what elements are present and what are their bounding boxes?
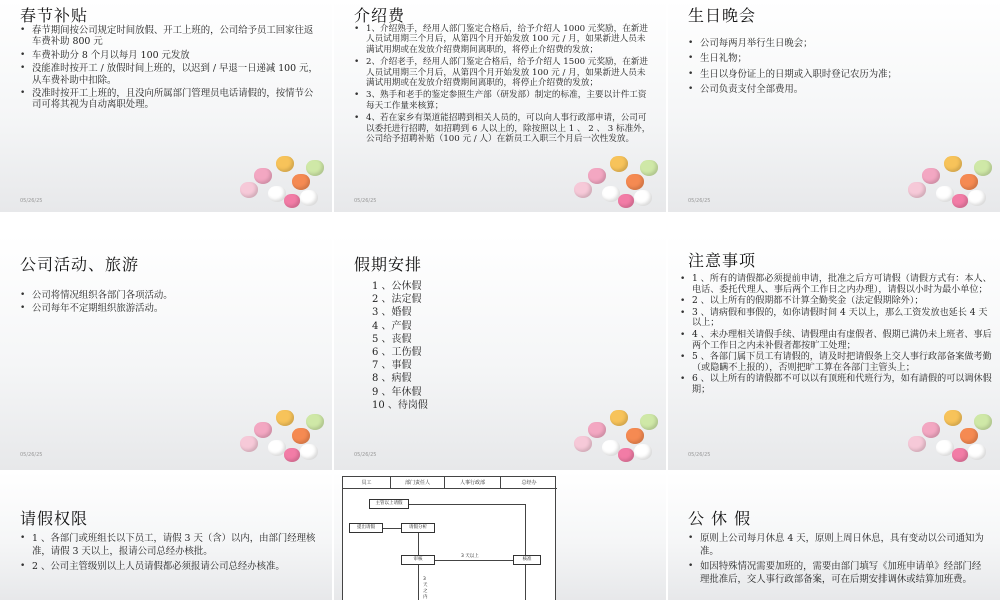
- list-item: 8 、病假: [372, 373, 412, 385]
- bullet-list: [688, 38, 988, 100]
- bullet-item: • 2 、公司主管级别以上人员请假都必须报请公司总经办核准。: [20, 560, 320, 573]
- bullet-item: • 生日以身份证上的日期或入职时登记农历为准；: [688, 69, 988, 80]
- slide-date: 05/26/25: [354, 452, 377, 458]
- candy-hearts-image: [574, 152, 664, 212]
- slide-title: 生日晚会: [688, 6, 757, 25]
- slide-birthday-party[interactable]: [668, 0, 1000, 212]
- list-item: 6 、工伤假: [372, 347, 422, 359]
- flow-box-analysis: 请假分析: [401, 523, 435, 533]
- bullet-item: • 1 、各部门或班组长以下员工，请假 3 天（含）以内，由部门经理核准，请假 3 天以上，报请公司总经办核批。: [20, 532, 320, 558]
- slide-holiday-arrangement[interactable]: [334, 234, 666, 470]
- list-item: 4 、产假: [372, 320, 412, 332]
- list-item: 3 、婚假: [372, 307, 412, 319]
- bullet-item: • 3、熟手和老手的鉴定参照生产部（研发部）制定的标准，主要以计件工资每天工作量来核算；: [354, 90, 654, 111]
- bullet-item: • 公司每年不定期组织旅游活动。: [20, 303, 320, 314]
- bullet-item: • 公司负责支付全部费用。: [688, 84, 988, 95]
- list-item: 7 、事假: [372, 360, 412, 372]
- bullet-item: • 4、若在家乡有渠道能招聘到相关人员的，可以向人事行政部申请，公司可以委托进行招聘，如招聘到 6 人以上的，除按照以上 1 、 2 、 3 标准外，公司给予招聘补贴（100 元 / 人）在新员工入职三个月后一次性发放。: [354, 113, 654, 144]
- slide-spring-festival-subsidy[interactable]: [0, 0, 332, 212]
- bullet-item: • 6 、以上所有的请假都不可以以有顶班和代班行为，如有請假的可以调休假期；: [680, 374, 992, 395]
- bullet-item: • 如因特殊情况需要加班的，需要由部门填写《加班申请单》经部门经理批准后，交人事行政部备案，可在后期安排调休或结算加班费。: [688, 560, 988, 586]
- flow-note-within-3-days: 3 天 之 内: [423, 577, 428, 600]
- bullet-item: • 没能准时按开工 / 放假时间上班的，以迟到 / 早退一日递减 100 元，从车费补助中扣除。: [20, 63, 320, 86]
- slide-date: 05/26/25: [688, 198, 711, 204]
- slide-title: 请假权限: [20, 509, 89, 528]
- list-item: 5 、丧假: [372, 333, 412, 345]
- slide-notes[interactable]: [668, 234, 1000, 470]
- candy-hearts-image: [908, 152, 998, 212]
- slide-title: 注意事项: [688, 251, 757, 270]
- slide-company-activities[interactable]: [0, 234, 332, 470]
- slide-title: 春节补贴: [20, 6, 89, 25]
- list-item: 1 、公休假: [372, 281, 422, 292]
- bullet-item: • 公司每两月举行生日晚会；: [688, 38, 988, 49]
- candy-hearts-image: [240, 406, 330, 466]
- slide-public-rest-day[interactable]: [668, 472, 1000, 600]
- flow-box-request: 提出请假: [349, 523, 383, 533]
- list-item: 2 、法定假: [372, 294, 422, 306]
- slide-leave-authority[interactable]: [0, 472, 332, 600]
- slide-referral-fee[interactable]: [334, 0, 666, 212]
- slide-date: 05/26/25: [354, 198, 377, 204]
- bullet-list: [20, 532, 320, 575]
- flow-box-review: 审核: [401, 555, 435, 565]
- bullet-list: [688, 532, 988, 588]
- slide-leave-flowchart[interactable]: [334, 472, 666, 600]
- bullet-item: • 2、介绍老手，经用人部门鉴定合格后，给予介绍人 1500 元奖励，在新进人员试用期三个月后，从第四个月开始发放 100 元 / 月，如果新进人员未满试用期或在发放介绍费期间离职的，将停止介绍费的发放；: [354, 57, 654, 88]
- flow-header-employee: 员工: [343, 477, 391, 489]
- bullet-item: • 1 、所有的请假都必须提前申请，批准之后方可请假（请假方式有：本人、电话、委托代理人、事后两个工作日之内办理），请假以小时为最小单位；: [680, 274, 992, 295]
- bullet-item: • 春节期间按公司规定时间放假、开工上班的，公司给予员工回家往返车费补助 800 元: [20, 25, 320, 48]
- flow-note-over-3-days: 3 天以上: [461, 554, 479, 559]
- slide-title: 假期安排: [354, 255, 423, 274]
- slide-date: 05/26/25: [20, 198, 43, 204]
- candy-hearts-image: [574, 406, 664, 466]
- flow-header-gm-office: 总经办: [501, 477, 557, 489]
- bullet-item: • 5 、各部门属下员工有请假的，请及时把请假条上交人事行政部备案做考勤（或隐瞒不上报的），否则把旷工算在各部门主管头上；: [680, 352, 992, 373]
- flow-header-department: 部门责任人: [391, 477, 445, 489]
- list-item: 10 、待岗假: [372, 399, 428, 411]
- bullet-item: • 3 、请病假和事假的，如你请假时间 4 天以上，那么工资发放也延长 4 天以上；: [680, 308, 992, 329]
- slide-date: 05/26/25: [20, 452, 43, 458]
- list-item: 9 、年休假: [372, 386, 422, 398]
- candy-hearts-image: [908, 406, 998, 466]
- bullet-item: • 公司将情况组织各部门各项活动。: [20, 290, 320, 301]
- bullet-list: [680, 274, 992, 397]
- flow-header-hr: 人事行政部: [445, 477, 501, 489]
- slide-title: 公司活动、旅游: [20, 255, 140, 274]
- leave-flowchart: [342, 476, 556, 600]
- slide-title: 公 休 假: [688, 509, 752, 528]
- holiday-list: [372, 280, 572, 412]
- flow-box-approve: 核准: [513, 555, 541, 565]
- bullet-item: • 4 、未办理相关请假手续、请假理由有虚假者、假期已满仍未上班者、事后两个工作日之内未补假者都按旷工处理；: [680, 330, 992, 351]
- candy-hearts-image: [240, 152, 330, 212]
- bullet-list: [20, 290, 320, 317]
- slide-title: 介绍费: [354, 6, 406, 25]
- bullet-item: • 车费补助分 8 个月以每月 100 元发放: [20, 50, 320, 61]
- bullet-list: [354, 24, 654, 146]
- slide-date: 05/26/25: [688, 452, 711, 458]
- bullet-item: • 2 、以上所有的假期都不计算全勤奖金（法定假期除外）；: [680, 296, 992, 307]
- bullet-item: • 原则上公司每月休息 4 天，原则上周日休息，具有变动以公司通知为准。: [688, 532, 988, 558]
- bullet-item: • 没准时按开工上班的，且没向所属部门管理员电话请假的，按情节公司可将其视为自动离职处理。: [20, 88, 320, 111]
- bullet-list: [20, 25, 320, 113]
- bullet-item: • 1、介绍熟手，经用人部门鉴定合格后，给予介绍人 1000 元奖励，在新进人员试用期三个月后，从第四个月开始发放 100 元 / 月，如果新进人员未满试用期或在发放介绍费期间离职的，将停止介绍费的发放；: [354, 24, 654, 55]
- flow-box-manager-leave: 主管以上请假: [369, 499, 409, 509]
- bullet-item: • 生日礼物；: [688, 53, 988, 64]
